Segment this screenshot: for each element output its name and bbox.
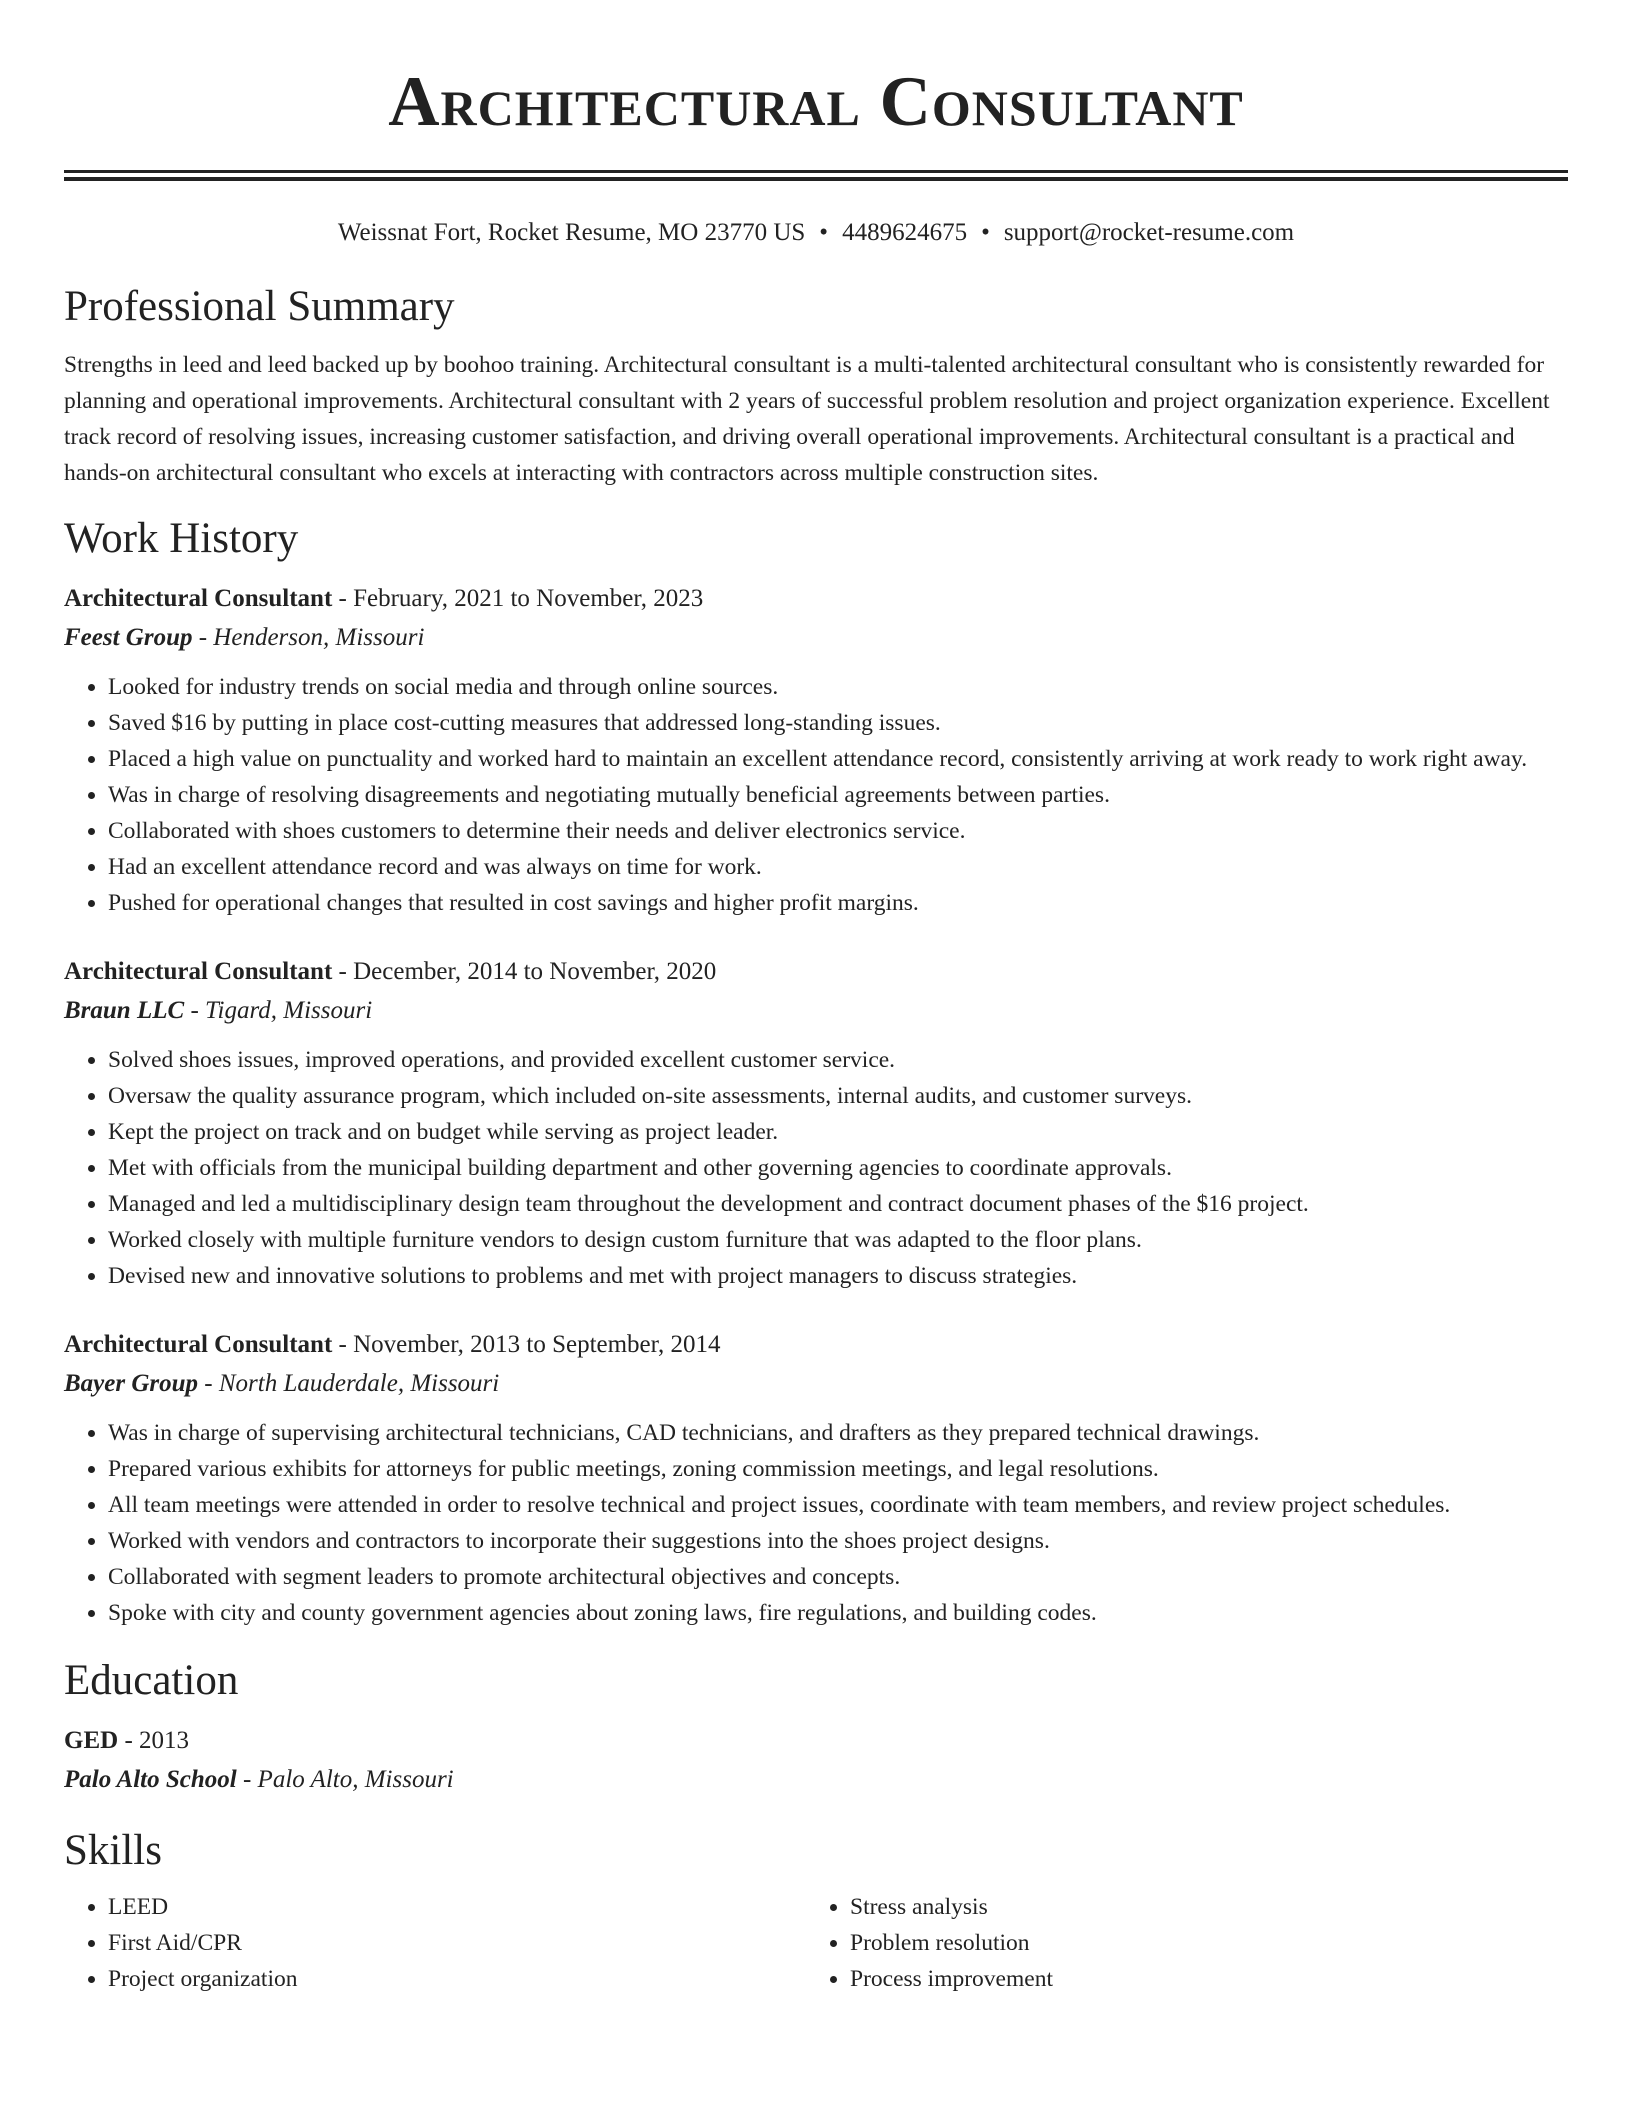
job-bullets xyxy=(64,1415,1568,1631)
skill-item: • Problem resolution xyxy=(850,1925,1548,1961)
job-dates: - November, 2013 to September, 2014 xyxy=(338,1331,721,1358)
job-role: Architectural Consultant xyxy=(64,958,333,985)
job-bullet: • Saved $16 by putting in place cost-cutting measures that addressed long-standing issues. xyxy=(108,705,1568,741)
skill-item: • Process improvement xyxy=(850,1961,1548,1997)
job-title-line xyxy=(64,952,1568,991)
contact-separator: • xyxy=(981,219,990,246)
contact-email: support@rocket-resume.com xyxy=(1003,219,1295,246)
skill-item: • Stress analysis xyxy=(850,1889,1548,1925)
job-bullet: • All team meetings were attended in order to resolve technical and project issues, coordinate with team members, and review project schedules. xyxy=(108,1487,1568,1523)
job-company: Feest Group xyxy=(64,624,193,651)
skill-item: • LEED xyxy=(108,1889,806,1925)
job-company-line xyxy=(64,991,1568,1030)
job-dates: - December, 2014 to November, 2020 xyxy=(338,958,717,985)
job-bullet: • Had an excellent attendance record and was always on time for work. xyxy=(108,849,1568,885)
job-entry xyxy=(64,952,1568,1294)
skills-list xyxy=(64,1889,1568,1997)
contact-line xyxy=(64,217,1568,249)
job-bullet: • Prepared various exhibits for attorneys for public meetings, zoning commission meetings, and legal resolutions. xyxy=(108,1451,1568,1487)
education-heading: Education xyxy=(64,1657,239,1704)
job-bullet: • Collaborated with segment leaders to promote architectural objectives and concepts. xyxy=(108,1559,1568,1595)
contact-phone: 4489624675 xyxy=(842,219,968,246)
job-role: Architectural Consultant xyxy=(64,585,333,612)
education-year: - 2013 xyxy=(124,1727,190,1754)
job-bullet: • Met with officials from the municipal building department and other governing agencies to coordinate approvals. xyxy=(108,1150,1568,1186)
job-role: Architectural Consultant xyxy=(64,1331,333,1358)
job-location: - Henderson, Missouri xyxy=(198,624,425,651)
resume-name: Architectural Consultant xyxy=(388,63,1244,141)
job-bullet: • Worked closely with multiple furniture vendors to design custom furniture that was adapted to the floor plans. xyxy=(108,1222,1568,1258)
summary-text: Strengths in leed and leed backed up by boohoo training. Architectural consultant is a multi-talented architectural consultant who is consistently rewarded for planning and operational improvements. Architectural consultant with 2 years of successful problem resolution and project organization experience. Excellent track record of resolving issues, increasing customer satisfaction, and driving overall operational improvements. Architectural consultant is a practical and hands-on architectural consultant who excels at interacting with contractors across multiple construction sites. xyxy=(64,352,1550,486)
job-company-line xyxy=(64,1364,1568,1403)
job-bullet: • Pushed for operational changes that resulted in cost savings and higher profit margins. xyxy=(108,885,1568,921)
job-bullet: • Devised new and innovative solutions to problems and met with project managers to discuss strategies. xyxy=(108,1258,1568,1294)
job-bullet: • Worked with vendors and contractors to incorporate their suggestions into the shoes project designs. xyxy=(108,1523,1568,1559)
work-history-heading: Work History xyxy=(64,515,299,562)
job-company: Bayer Group xyxy=(64,1370,199,1397)
job-bullets xyxy=(64,1042,1568,1294)
job-bullet: • Oversaw the quality assurance program, which included on-site assessments, internal audits, and customer surveys. xyxy=(108,1078,1568,1114)
education-school: Palo Alto School xyxy=(64,1766,237,1793)
job-location: - North Lauderdale, Missouri xyxy=(204,1370,500,1397)
contact-address: Weissnat Fort, Rocket Resume, MO 23770 US xyxy=(337,219,806,246)
job-title-line xyxy=(64,579,1568,618)
job-bullets xyxy=(64,669,1568,921)
skill-item: • Project organization xyxy=(108,1961,806,1997)
header-divider xyxy=(64,170,1568,181)
skills-column-right xyxy=(806,1889,1548,1997)
skills-heading: Skills xyxy=(64,1827,162,1874)
education-location: - Palo Alto, Missouri xyxy=(242,1766,454,1793)
job-entry xyxy=(64,579,1568,921)
job-bullet: • Placed a high value on punctuality and worked hard to maintain an excellent attendance record, consistently arriving at work ready to work right away. xyxy=(108,741,1568,777)
job-company: Braun LLC xyxy=(64,997,185,1024)
job-bullet: • Spoke with city and county government agencies about zoning laws, fire regulations, and building codes. xyxy=(108,1595,1568,1631)
skill-item: • First Aid/CPR xyxy=(108,1925,806,1961)
job-company-line xyxy=(64,618,1568,657)
education-school-line xyxy=(64,1760,1568,1799)
contact-separator: • xyxy=(819,219,829,246)
job-bullet: • Was in charge of supervising architectural technicians, CAD technicians, and drafters as they prepared technical drawings. xyxy=(108,1415,1568,1451)
job-location: - Tigard, Missouri xyxy=(190,997,373,1024)
job-bullet: • Solved shoes issues, improved operations, and provided excellent customer service. xyxy=(108,1042,1568,1078)
job-bullet: • Kept the project on track and on budget while serving as project leader. xyxy=(108,1114,1568,1150)
education-degree: GED xyxy=(64,1727,119,1754)
job-bullet: • Collaborated with shoes customers to determine their needs and deliver electronics service. xyxy=(108,813,1568,849)
job-title-line xyxy=(64,1325,1568,1364)
job-bullet: • Was in charge of resolving disagreements and negotiating mutually beneficial agreements between parties. xyxy=(108,777,1568,813)
skills-column-left xyxy=(64,1889,806,1997)
job-bullet: • Looked for industry trends on social media and through online sources. xyxy=(108,669,1568,705)
job-bullet: • Managed and led a multidisciplinary design team throughout the development and contract document phases of the $16 project. xyxy=(108,1186,1568,1222)
education-degree-line xyxy=(64,1721,1568,1760)
job-entry xyxy=(64,1325,1568,1631)
summary-heading: Professional Summary xyxy=(64,283,455,330)
job-dates: - February, 2021 to November, 2023 xyxy=(338,585,704,612)
